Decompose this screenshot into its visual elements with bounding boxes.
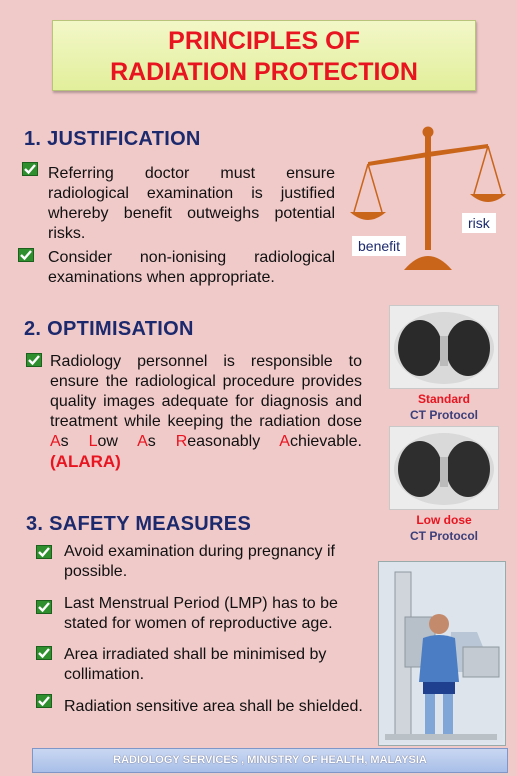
title-banner bbox=[52, 20, 476, 91]
safety-bullet-2: Last Menstrual Period (LMP) has to be stated for women of reproductive age. bbox=[64, 595, 338, 632]
optimisation-paragraph: Radiology personnel is responsible to ensure the radiological procedure provides quality images adequate for diagnosis and treatment while keeping the radiation dose As Low As Reasonably Achievable. (ALARA) bbox=[50, 353, 362, 471]
justification-heading: 1. JUSTIFICATION bbox=[24, 128, 201, 150]
optimisation-heading: 2. OPTIMISATION bbox=[24, 318, 194, 340]
check-icon bbox=[22, 162, 38, 176]
check-icon bbox=[26, 353, 42, 367]
xray-room-illustration bbox=[378, 561, 506, 746]
check-icon bbox=[36, 545, 52, 559]
safety-bullet-4: Radiation sensitive area shall be shielded. bbox=[64, 698, 363, 715]
title-line-2: RADIATION PROTECTION bbox=[110, 58, 418, 86]
lowdose-ct-caption: Low dose CT Protocol bbox=[410, 513, 478, 543]
alara-label: (ALARA) bbox=[50, 452, 121, 471]
lowdose-ct-image bbox=[389, 426, 499, 510]
check-icon bbox=[36, 694, 52, 708]
safety-heading: 3. SAFETY MEASURES bbox=[26, 513, 252, 535]
justification-bullet-2: Consider non-ionising radiological examinations when appropriate. bbox=[48, 249, 335, 286]
check-icon bbox=[36, 646, 52, 660]
title-line-1: PRINCIPLES OF bbox=[168, 27, 360, 55]
scale-benefit-label: benefit bbox=[352, 236, 406, 256]
justification-bullet-1: Referring doctor must ensure radiological examination is justified whereby benefit outweighs potential risks. bbox=[48, 165, 335, 242]
check-icon bbox=[18, 248, 34, 262]
safety-bullet-1: Avoid examination during pregnancy if possible. bbox=[64, 543, 335, 580]
standard-ct-caption: Standard CT Protocol bbox=[410, 392, 478, 422]
scale-risk-label: risk bbox=[462, 213, 496, 233]
safety-bullet-3: Area irradiated shall be minimised by collimation. bbox=[64, 646, 327, 683]
footer-bar: RADIOLOGY SERVICES , MINISTRY OF HEALTH, MALAYSIA bbox=[32, 748, 508, 773]
check-icon bbox=[36, 600, 52, 614]
standard-ct-image bbox=[389, 305, 499, 389]
